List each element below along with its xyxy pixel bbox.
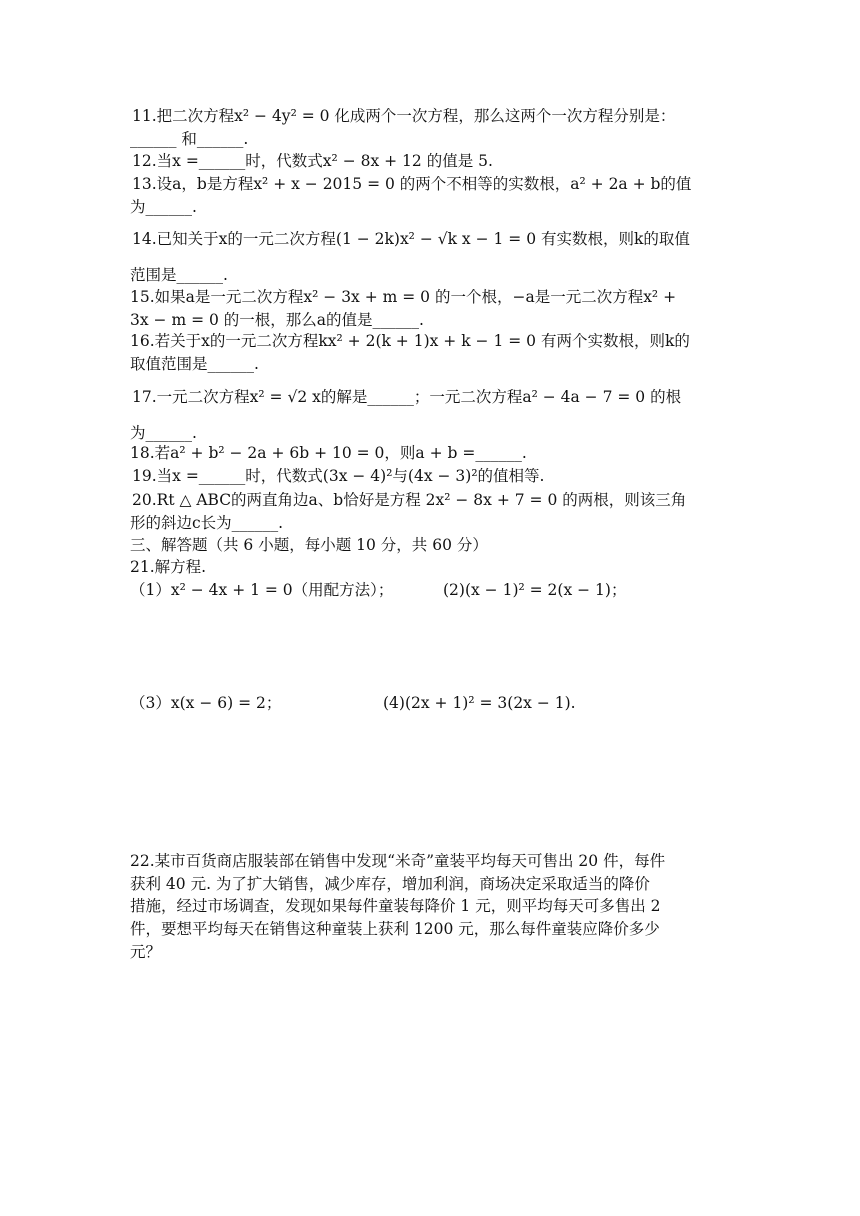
question-21-part-4: (4)(2x + 1)² = 3(2x − 1). <box>383 694 576 712</box>
question-22-line-2: 获利 40 元. 为了扩大销售，减少库存，增加利润，商场决定采取适当的降价 <box>130 875 650 893</box>
question-22-line-3: 措施，经过市场调查，发现如果每件童装每降价 1 元，则平均每天可多售出 2 <box>130 897 661 915</box>
question-21-part-3: （3）x(x − 6) = 2； <box>130 694 282 712</box>
question-21-part-2: (2)(x − 1)² = 2(x − 1)； <box>443 581 627 599</box>
question-15-line-1: 15.如果a是一元二次方程x² − 3x + m = 0 的一个根，−a是一元二次方程x² + <box>130 288 677 306</box>
question-14-line-1: 14.已知关于x的一元二次方程(1 − 2k)x² − √k x − 1 = 0 有实数根，则k的取值 <box>132 230 690 248</box>
question-15-line-2: 3x − m = 0 的一根，那么a的值是______. <box>130 311 424 329</box>
question-13-line-2: 为______. <box>130 198 197 216</box>
question-16-line-1: 16.若关于x的一元二次方程kx² + 2(k + 1)x + k − 1 = 0 有两个实数根，则k的 <box>130 332 690 350</box>
question-18: 18.若a² + b² − 2a + 6b + 10 = 0，则a + b =______. <box>130 444 527 462</box>
question-17-line-1: 17.一元二次方程x² = √2 x的解是______；一元二次方程a² − 4a − 7 = 0 的根 <box>132 388 682 406</box>
question-16-line-2: 取值范围是______. <box>130 355 259 373</box>
question-20-line-2: 形的斜边c长为______. <box>130 514 284 532</box>
question-13-line-1: 13.设a，b是方程x² + x − 2015 = 0 的两个不相等的实数根，a² + 2a + b的值 <box>132 175 692 193</box>
question-22-line-5: 元？ <box>130 943 162 961</box>
question-17-line-2: 为______. <box>130 424 197 442</box>
question-19: 19.当x =______时，代数式(3x − 4)²与(4x − 3)²的值相等. <box>132 467 545 485</box>
question-20-line-1: 20.Rt △ ABC的两直角边a、b恰好是方程 2x² − 8x + 7 = 0 的两根，则该三角 <box>132 491 687 509</box>
question-21-part-1: （1）x² − 4x + 1 = 0（用配方法）； <box>130 581 394 599</box>
question-14-line-2: 范围是______. <box>130 266 228 284</box>
question-22-line-1: 22.某市百货商店服装部在销售中发现“米奇”童装平均每天可售出 20 件，每件 <box>130 852 666 870</box>
section-heading-3: 三、解答题（共 6 小题，每小题 10 分，共 60 分） <box>130 536 488 554</box>
question-11-line-1: 11.把二次方程x² − 4y² = 0 化成两个一次方程，那么这两个一次方程分别是： <box>132 107 676 125</box>
question-11-line-2: ______ 和______. <box>130 130 249 148</box>
question-22-line-4: 件，要想平均每天在销售这种童装上获利 1200 元，那么每件童装应降价多少 <box>130 920 660 938</box>
question-12: 12.当x =______时，代数式x² − 8x + 12 的值是 5. <box>132 152 493 170</box>
question-21-title: 21.解方程. <box>130 558 207 576</box>
